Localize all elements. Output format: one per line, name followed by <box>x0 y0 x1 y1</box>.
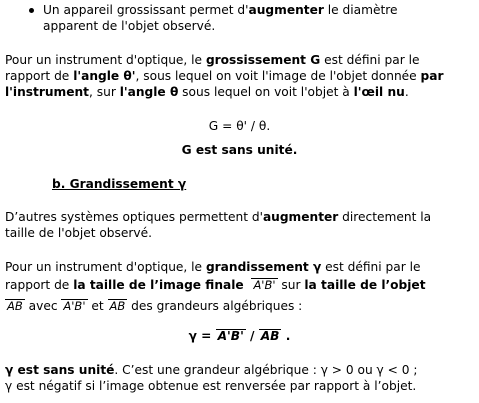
formula-divide: / <box>245 329 259 343</box>
formula-gamma: γ = <box>188 329 216 343</box>
term-grandissement: grandissement γ <box>205 260 322 274</box>
grossissement-formula <box>0 118 479 134</box>
term-grossissement: grossissement G <box>205 53 321 67</box>
formula-period: . <box>281 329 291 343</box>
emphasis-augmenter: augmenter <box>248 3 324 17</box>
formula-vector-image: A'B' <box>217 329 244 343</box>
grandissement-note-line-2 <box>5 378 416 394</box>
text-run: est défini par le <box>320 53 420 67</box>
text-run: sur <box>277 278 305 292</box>
bullet-line-2 <box>43 18 215 34</box>
text-run: γ est négatif si l’image obtenue est renversée par rapport à l’objet. <box>5 379 417 393</box>
term-angle-theta: l'angle θ <box>119 85 179 99</box>
grandissement-p2-line-3 <box>5 298 302 314</box>
text-run: et <box>87 299 108 313</box>
text-run: Un appareil grossissant permet d' <box>43 3 249 17</box>
grossissement-line-3 <box>5 84 409 100</box>
emphasis-instrument: l'instrument <box>5 85 89 99</box>
vector-object-size: AB <box>7 299 23 313</box>
note-sans-unite: γ est sans unité <box>5 363 115 377</box>
grandissement-p1-line-1 <box>5 209 431 225</box>
bullet-line-1 <box>43 2 398 18</box>
formula-vector-object: AB <box>260 329 280 343</box>
term-oeil-nu: l'œil nu <box>353 85 405 99</box>
term-angle-theta-prime: l'angle θ' <box>73 69 136 83</box>
text-run: , sous lequel on voit l'image de l'objet donnée <box>135 69 421 83</box>
text-run: taille de l'objet observé. <box>5 226 152 240</box>
grandissement-note-line-1 <box>5 362 417 378</box>
emphasis-augmenter: augmenter <box>262 210 339 224</box>
text-run: sous lequel on voit l'objet à <box>178 85 354 99</box>
vector-image-size: A'B' <box>63 299 86 313</box>
vector-object-size: AB <box>109 299 126 313</box>
unit-note-text: G est sans unité. <box>181 143 298 157</box>
grandissement-p2-line-2 <box>5 277 426 293</box>
text-run: Pour un instrument d'optique, le <box>5 260 206 274</box>
section-title-grandissement: b. Grandissement γ <box>52 177 187 191</box>
text-run: D’autres systèmes optiques permettent d' <box>5 210 263 224</box>
text-run: avec <box>24 299 62 313</box>
text-run: des grandeurs algébriques : <box>127 299 303 313</box>
text-run: le diamètre <box>323 3 398 17</box>
term-taille-objet: la taille de l’objet <box>304 278 426 292</box>
grossissement-unit-note <box>0 142 479 158</box>
vector-image-size: A'B' <box>253 278 276 292</box>
text-run: apparent de l'objet observé. <box>43 19 216 33</box>
text-run: . C’est une grandeur algébrique : γ > 0 ou γ < 0 ; <box>114 363 418 377</box>
text-run: rapport de <box>5 69 74 83</box>
grandissement-p2-line-1 <box>5 259 421 275</box>
term-taille-image: la taille de l’image finale <box>73 278 244 292</box>
emphasis-par: par <box>420 69 444 83</box>
grandissement-p1-line-2 <box>5 225 152 241</box>
text-run: , sur <box>89 85 120 99</box>
grossissement-line-2 <box>5 68 444 84</box>
grandissement-formula <box>0 328 479 344</box>
text-run: Pour un instrument d'optique, le <box>5 53 206 67</box>
text-run: . <box>404 85 409 99</box>
text-run: est défini par le <box>321 260 421 274</box>
text-run: directement la <box>338 210 432 224</box>
bullet-dot <box>29 8 34 13</box>
grossissement-line-1 <box>5 52 419 68</box>
text-run: rapport de <box>5 278 74 292</box>
formula-text: G = θ' / θ. <box>208 119 271 133</box>
